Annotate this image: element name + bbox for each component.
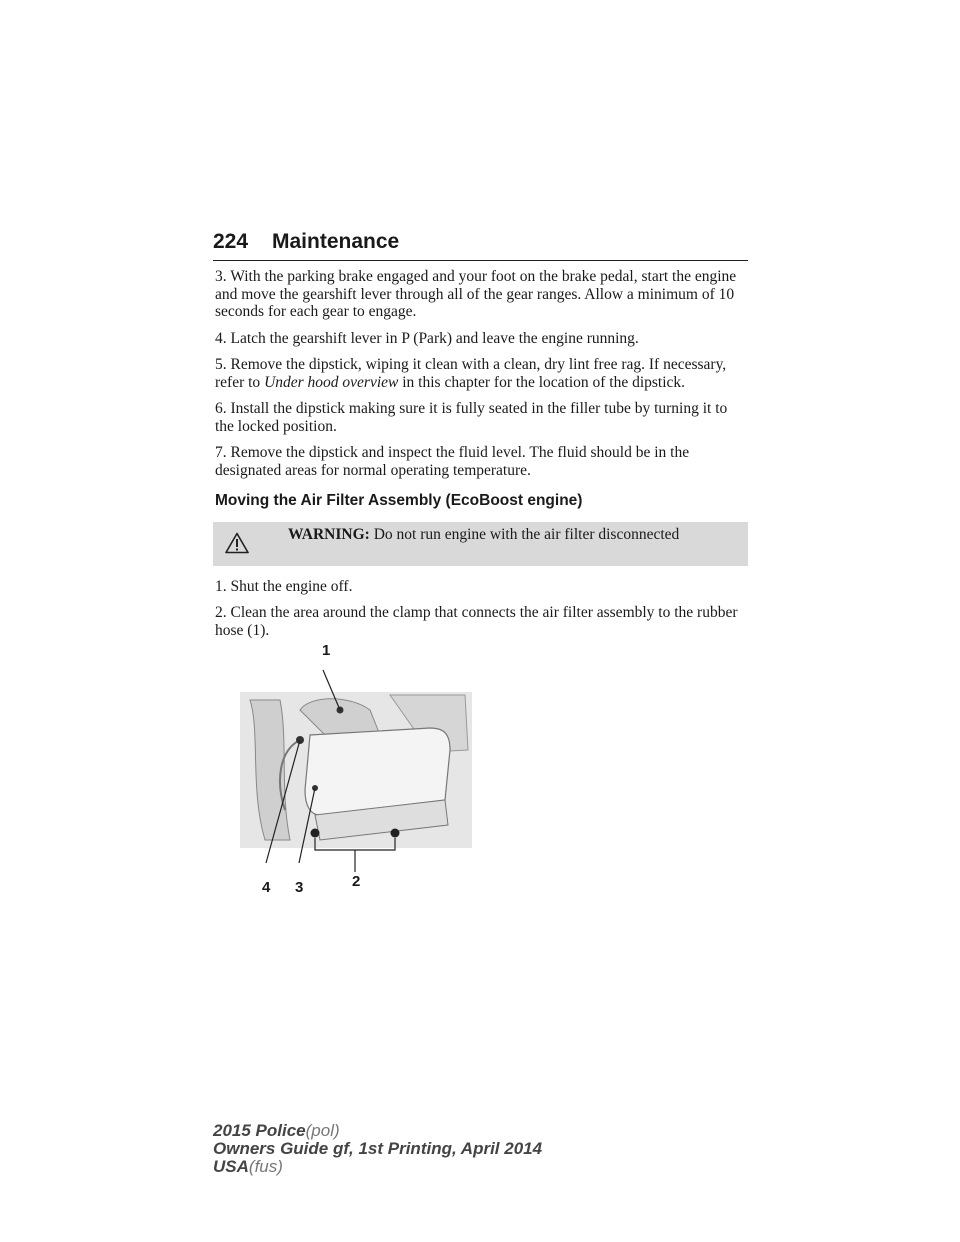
page-header (213, 226, 748, 261)
page-footer (213, 1122, 542, 1176)
section-title: Maintenance (272, 230, 400, 253)
page-content (215, 268, 750, 648)
step-2-paragraph: 2. Clean the area around the clamp that connects the air filter assembly to the rubber hose (1). (215, 604, 738, 639)
footer-line-1 (213, 1122, 542, 1140)
bolt-right-marker (391, 829, 400, 838)
callout-3: 3 (295, 879, 304, 896)
air-filter-subheading: Moving the Air Filter Assembly (EcoBoost engine) (215, 492, 583, 509)
step-5-paragraph (215, 356, 750, 391)
warning-text (288, 526, 679, 544)
step-5-text-end: in this chapter for the location of the dipstick. (398, 373, 686, 391)
callout-4: 4 (262, 879, 271, 896)
footer-market: USA (213, 1157, 249, 1176)
footer-model: 2015 Police (213, 1121, 306, 1140)
air-filter-illustration (240, 640, 480, 900)
step-4-paragraph: 4. Latch the gearshift lever in P (Park) and leave the engine running. (215, 329, 639, 347)
warning-box (213, 522, 748, 566)
footer-market-code: (fus) (248, 1157, 283, 1176)
step-3-paragraph: 3. With the parking brake engaged and your foot on the brake pedal, start the engine and move the gearshift lever through all of the gear ranges. Allow a minimum of 10 seconds for each gear to engage. (215, 268, 737, 320)
footer-model-code: (pol) (305, 1121, 340, 1140)
page-number: 224 (213, 230, 249, 253)
step-6-paragraph: 6. Install the dipstick making sure it is fully seated in the filler tube by turning it to the locked position. (215, 400, 728, 435)
under-hood-overview-reference: Under hood overview (264, 373, 399, 391)
callout-2: 2 (352, 873, 361, 890)
warning-label: WARNING: (288, 525, 370, 543)
bolt-left-marker (311, 829, 320, 838)
step-1-paragraph: 1. Shut the engine off. (215, 577, 353, 595)
step-7-paragraph: 7. Remove the dipstick and inspect the fluid level. The fluid should be in the designated areas for normal operating temperature. (215, 444, 690, 479)
engine-drawing (240, 640, 480, 900)
step-5-text-start: 5. Remove the dipstick, wiping it clean with a clean, dry lint free rag. If necessary, refer to (215, 356, 727, 391)
callout-1: 1 (322, 642, 331, 659)
footer-line-3 (213, 1158, 542, 1176)
footer-line-2: Owners Guide gf, 1st Printing, April 2014 (213, 1139, 543, 1158)
warning-message: Do not run engine with the air filter disconnected (373, 525, 680, 543)
warning-triangle-icon (225, 532, 249, 554)
